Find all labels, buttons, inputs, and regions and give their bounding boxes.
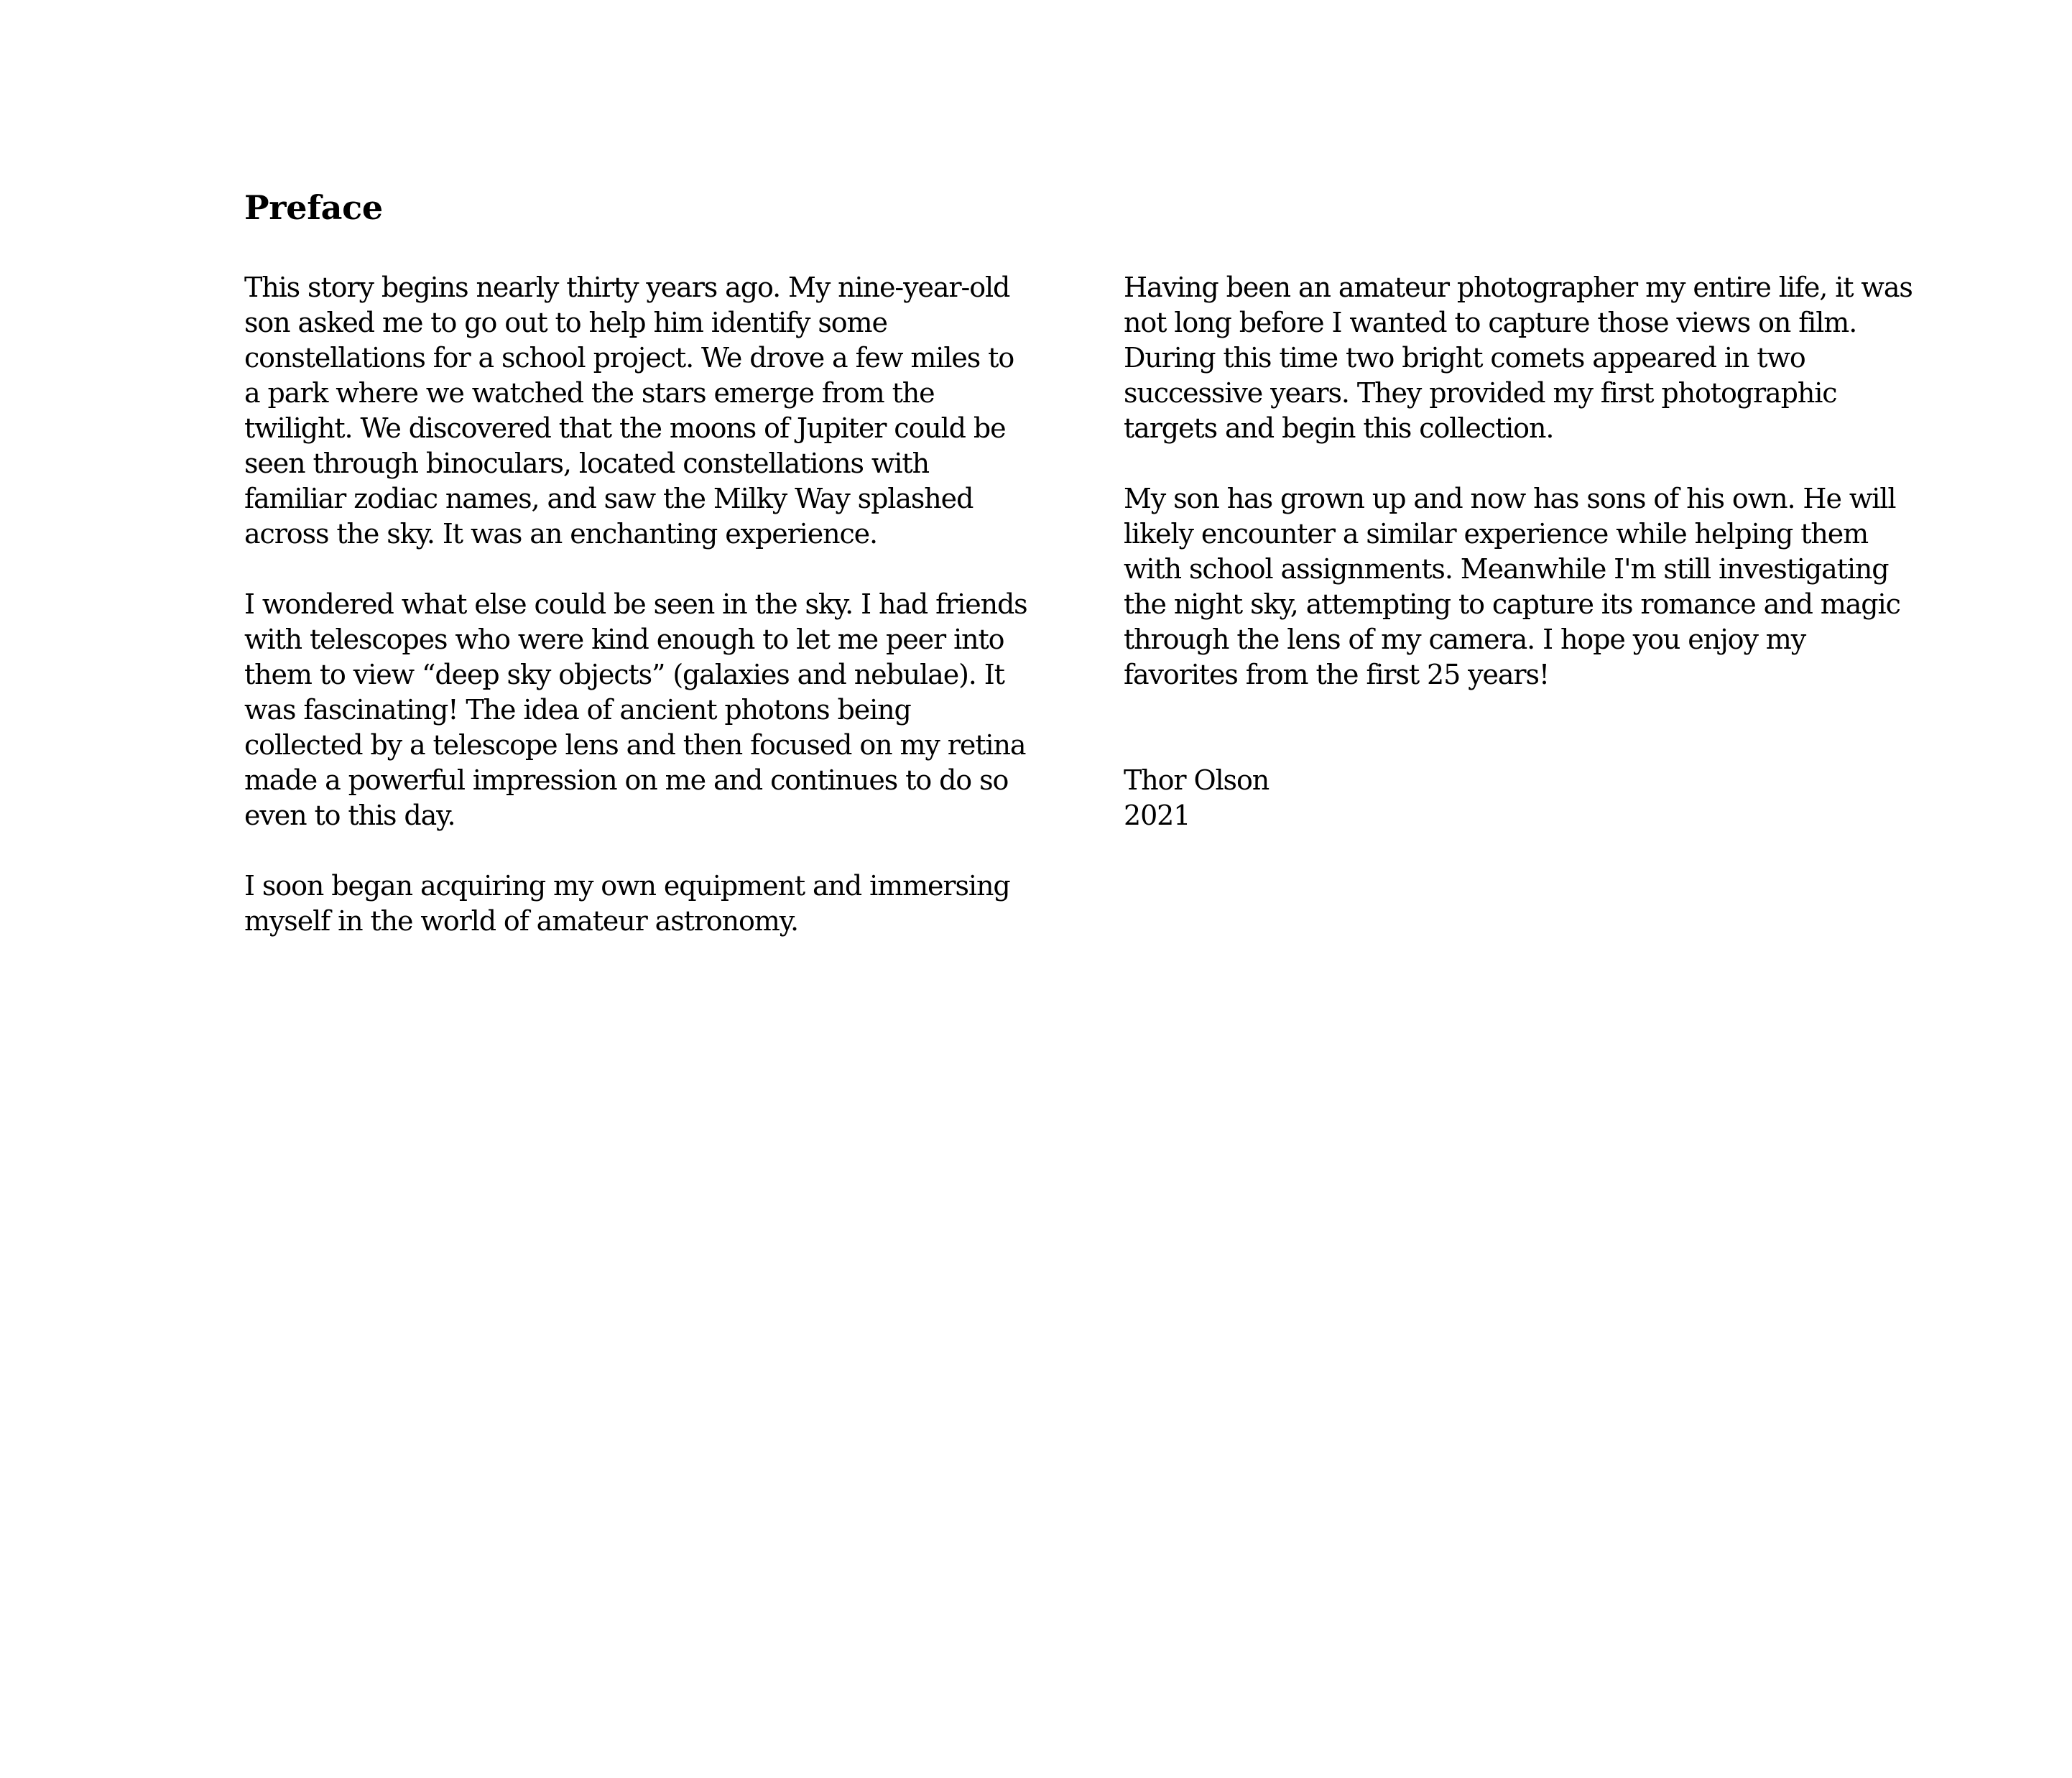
- left-column: [244, 270, 1056, 974]
- author-name: Thor Olson: [1124, 764, 1269, 796]
- paragraph: Having been an amateur photographer my entire life, it was not long before I wanted to capture those views on film. During this time two bright comets appeared in two successive years. They provided my first photographic targets and begin this collection.: [1124, 272, 1913, 444]
- paragraph: I wondered what else could be seen in the sky. I had friends with telescopes who were kind enough to let me peer into them to view “deep sky objects” (galaxies and nebulae). It was fascinating! The idea of ancient photons being collected by a telescope lens and then focused on my retina made a powerful impression on me and continues to do so even to this day.: [244, 588, 1027, 831]
- signature-block: [1124, 763, 1935, 833]
- paragraph: This story begins nearly thirty years ago. My nine-year-old son asked me to go out to help him identify some constellations for a school project. We drove a few miles to a park where we watched the stars emerge from the twilight. We discovered that the moons of Jupiter could be seen through binoculars, located constellations with familiar zodiac names, and saw the Milky Way splashed across the sky. It was an enchanting experience.: [244, 272, 1014, 550]
- signature-year: 2021: [1124, 800, 1190, 831]
- right-column: [1124, 270, 1935, 833]
- paragraph: My son has grown up and now has sons of his own. He will likely encounter a similar experience while helping them with school assignments. Meanwhile I'm still investigating the night sky, attempting to capture its romance and magic through the lens of my camera. I hope you enjoy my favorites from the first 25 years!: [1124, 483, 1900, 690]
- paragraph: I soon began acquiring my own equipment and immersing myself in the world of amateur astronomy.: [244, 870, 1010, 937]
- page-title: Preface: [244, 188, 383, 227]
